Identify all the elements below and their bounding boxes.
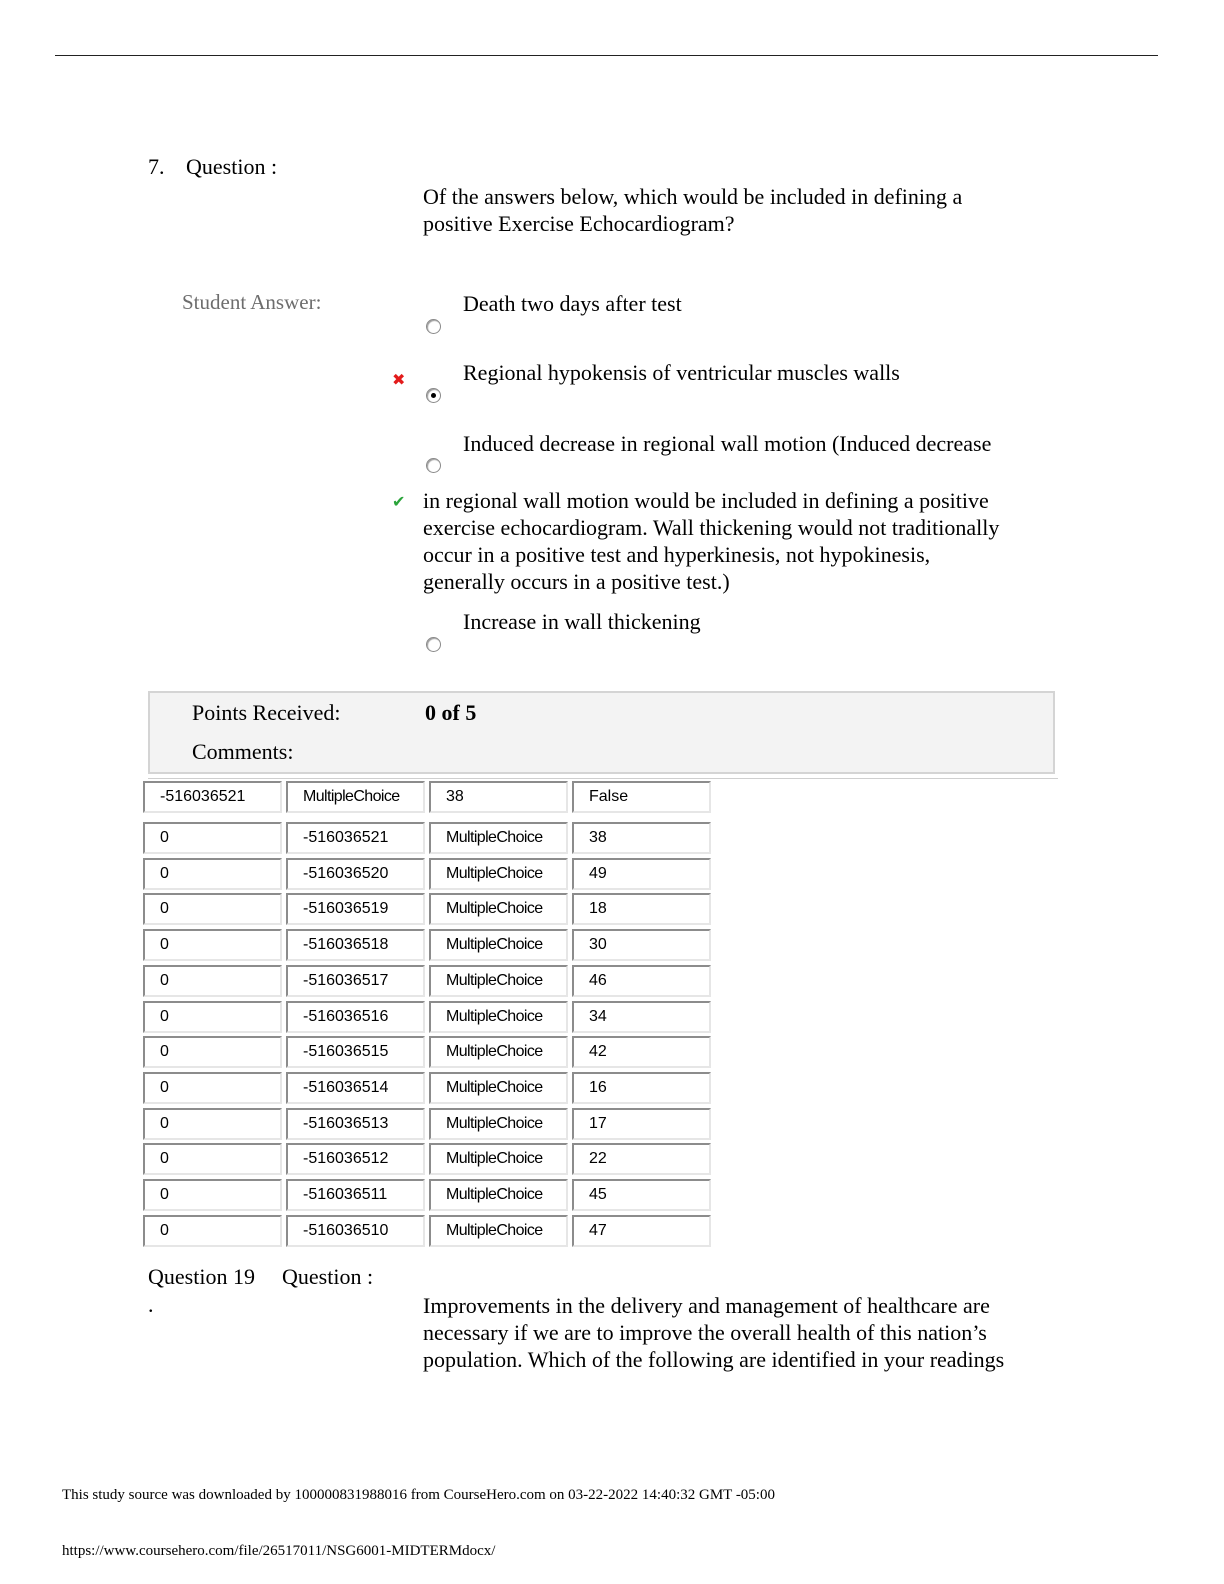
explanation-line: occur in a positive test and hyperkinesis, not hypokinesis,	[423, 542, 931, 567]
student-answer-label: Student Answer:	[182, 290, 322, 314]
question-text-line: positive Exercise Echocardiogram?	[423, 211, 735, 236]
comments-label: Comments:	[192, 739, 294, 764]
answer-option-text: Death two days after test	[463, 291, 682, 316]
table-cell: 0	[143, 1001, 282, 1033]
table-cell: MultipleChoice	[429, 1072, 568, 1104]
table-cell: -516036516	[286, 1001, 425, 1033]
table-cell: 0	[143, 858, 282, 890]
table-cell: MultipleChoice	[429, 893, 568, 925]
explanation-line: exercise echocardiogram. Wall thickening would not traditionally	[423, 515, 1000, 540]
table-cell: MultipleChoice	[429, 1179, 568, 1211]
table-cell: -516036512	[286, 1143, 425, 1175]
table-cell: 38	[572, 822, 711, 854]
table-cell: 38	[429, 781, 568, 813]
table-cell: 16	[572, 1072, 711, 1104]
table-cell: 0	[143, 1072, 282, 1104]
table-cell: 0	[143, 965, 282, 997]
table-cell: -516036519	[286, 893, 425, 925]
check-mark-icon: ✔	[392, 492, 406, 511]
table-cell: -516036514	[286, 1072, 425, 1104]
explanation-line: in regional wall motion would be included in defining a positive	[423, 488, 989, 513]
answer-radio[interactable]	[426, 458, 441, 473]
answer-radio[interactable]	[426, 319, 441, 334]
points-box-underline	[148, 778, 1058, 779]
points-received-label: Points Received:	[192, 700, 341, 725]
question-19-text-line: Improvements in the delivery and management of healthcare are	[423, 1293, 990, 1318]
table-cell: MultipleChoice	[429, 929, 568, 961]
table-cell: -516036521	[143, 781, 282, 813]
source-url[interactable]: https://www.coursehero.com/file/26517011/NSG6001-MIDTERMdocx/	[62, 1543, 496, 1559]
table-cell: 0	[143, 893, 282, 925]
table-cell: -516036511	[286, 1179, 425, 1211]
table-cell: -516036521	[286, 822, 425, 854]
download-note: This study source was downloaded by 100000831988016 from CourseHero.com on 03-22-2022 14:40:32 GMT -05:00	[62, 1487, 775, 1503]
answer-option-text: Regional hypokensis of ventricular muscles walls	[463, 360, 900, 385]
table-cell: 0	[143, 1143, 282, 1175]
question-19-label: Question 19	[148, 1264, 255, 1289]
question-number: 7.	[148, 154, 165, 179]
answer-option-text: Induced decrease in regional wall motion (Induced decrease	[463, 431, 992, 456]
question-19-text-line: population. Which of the following are identified in your readings	[423, 1347, 1005, 1372]
table-cell: -516036513	[286, 1108, 425, 1140]
answer-radio-selected[interactable]	[426, 388, 441, 403]
table-cell: 42	[572, 1036, 711, 1068]
table-cell: False	[572, 781, 711, 813]
top-rule	[55, 55, 1158, 56]
question-19-label-2: Question :	[282, 1264, 374, 1289]
explanation-line: generally occurs in a positive test.)	[423, 569, 730, 594]
table-cell: MultipleChoice	[429, 1108, 568, 1140]
table-cell: 47	[572, 1215, 711, 1247]
table-cell: 0	[143, 929, 282, 961]
table-cell: 0	[143, 1036, 282, 1068]
question-text-line: Of the answers below, which would be included in defining a	[423, 184, 963, 209]
points-received-value: 0 of 5	[425, 700, 477, 725]
table-cell: -516036517	[286, 965, 425, 997]
table-cell: 30	[572, 929, 711, 961]
answer-option-text: Increase in wall thickening	[463, 609, 701, 634]
table-cell: MultipleChoice	[429, 1143, 568, 1175]
table-cell: 0	[143, 822, 282, 854]
question-label: Question :	[186, 154, 278, 179]
table-cell: MultipleChoice	[429, 1215, 568, 1247]
table-cell: MultipleChoice	[429, 858, 568, 890]
table-cell: 0	[143, 1215, 282, 1247]
answer-radio[interactable]	[426, 637, 441, 652]
table-cell: -516036520	[286, 858, 425, 890]
question-19-text-line: necessary if we are to improve the overall health of this nation’s	[423, 1320, 987, 1345]
table-cell: MultipleChoice	[429, 1001, 568, 1033]
question-19-text	[423, 1292, 1083, 1373]
table-cell: MultipleChoice	[429, 1036, 568, 1068]
table-cell: MultipleChoice	[429, 965, 568, 997]
radio-selected-dot	[431, 393, 436, 398]
table-cell: -516036515	[286, 1036, 425, 1068]
table-cell: MultipleChoice	[286, 781, 425, 813]
question-text	[423, 183, 1063, 237]
table-cell: 22	[572, 1143, 711, 1175]
table-cell: -516036518	[286, 929, 425, 961]
table-cell: -516036510	[286, 1215, 425, 1247]
question-19-dot: .	[148, 1292, 154, 1317]
table-cell: MultipleChoice	[429, 822, 568, 854]
table-cell: 49	[572, 858, 711, 890]
table-cell: 0	[143, 1108, 282, 1140]
table-cell: 34	[572, 1001, 711, 1033]
answer-explanation	[423, 487, 1063, 595]
table-cell: 18	[572, 893, 711, 925]
table-cell: 45	[572, 1179, 711, 1211]
x-mark-icon: ✖	[392, 370, 406, 389]
table-cell: 17	[572, 1108, 711, 1140]
table-cell: 46	[572, 965, 711, 997]
table-cell: 0	[143, 1179, 282, 1211]
